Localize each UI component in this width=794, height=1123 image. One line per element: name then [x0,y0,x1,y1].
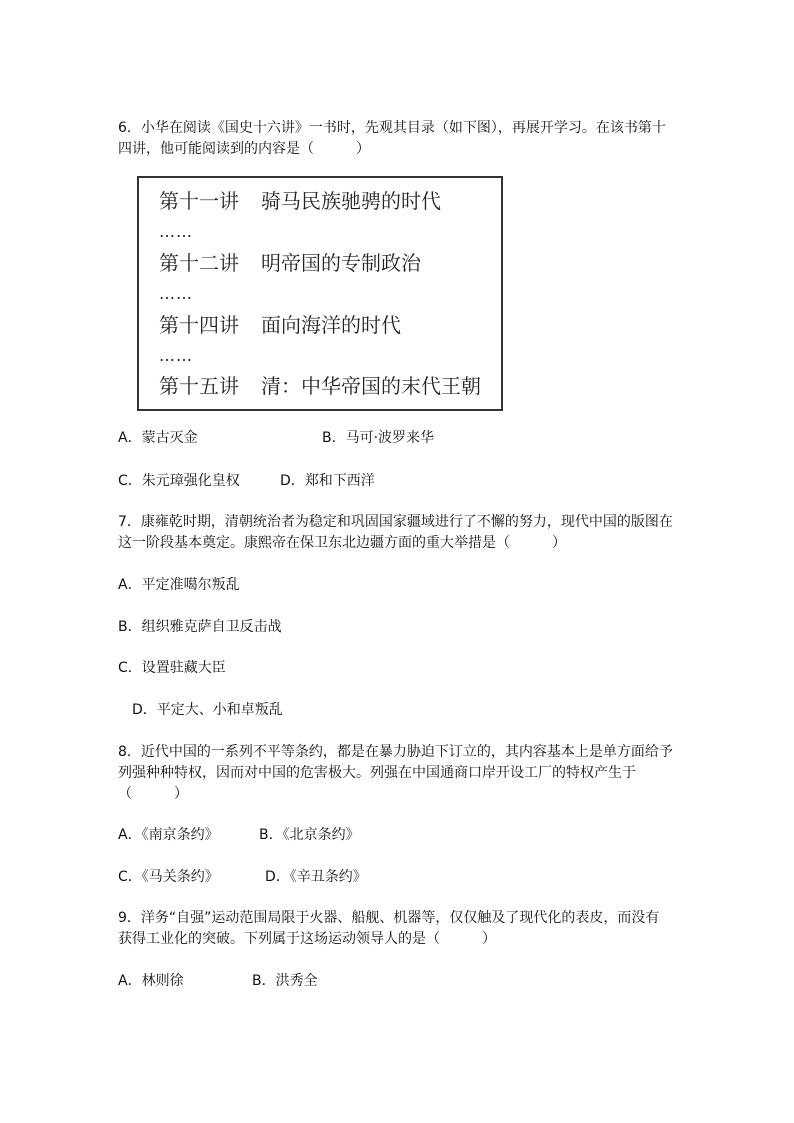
question-7-option-a: A．平定准噶尔叛乱 [118,577,240,593]
question-8-option-d: D．《辛丑条约》 [265,869,367,885]
toc-lecture-title: 明帝国的专制政治 [261,251,421,275]
question-8-option-b: B．《北京条约》 [259,827,360,843]
question-9-option-b: B．洪秀全 [252,973,318,989]
toc-row [159,312,401,338]
question-8-line-1: 8．近代中国的一系列不平等条约，都是在暴力胁迫下订立的，其内容基本上是单方面给予 [118,744,673,760]
question-6-option-c: C．朱元璋强化皇权 [118,473,240,489]
question-9-option-a: A．林则徐 [118,973,184,989]
question-6-line-1: 6．小华在阅读《国史十六讲》一书时，先观其目录（如下图），再展开学习。在该书第十 [118,120,666,136]
question-8-option-c: C．《马关条约》 [118,869,219,885]
toc-ellipsis: …… [159,346,193,365]
toc-ellipsis: …… [159,222,193,241]
question-6-option-a: A．蒙古灭金 [118,430,198,446]
toc-lecture-title: 骑马民族驰骋的时代 [261,189,441,213]
question-8-line-3: （ ） [118,786,188,802]
question-6-line-2: 四讲，他可能阅读到的内容是（ ） [118,141,370,157]
question-8-option-a: A．《南京条约》 [118,827,219,843]
toc-row [159,250,421,276]
question-6-option-b: B．马可·波罗来华 [322,430,435,446]
toc-lecture-title: 清：中华帝国的末代王朝 [261,374,481,398]
question-7-option-b: B．组织雅克萨自卫反击战 [118,619,282,635]
question-9-line-2: 获得工业化的突破。下列属于这场运动领导人的是（ ） [118,931,496,947]
toc-lecture-number: 第十二讲 [159,251,239,275]
question-6-option-d: D．郑和下西洋 [280,473,375,489]
toc-row [159,188,441,214]
toc-ellipsis: …… [159,284,193,303]
question-8-line-2: 列强种种特权，因而对中国的危害极大。列强在中国通商口岸开设工厂的特权产生于 [118,765,636,781]
toc-lecture-number: 第十一讲 [159,189,239,213]
toc-lecture-number: 第十五讲 [159,374,239,398]
toc-lecture-number: 第十四讲 [159,313,239,337]
question-9-line-1: 9．洋务“自强”运动范围局限于火器、船舰、机器等，仅仅触及了现代化的表皮，而没有 [118,910,660,926]
toc-row [159,373,481,399]
table-of-contents-figure [137,176,503,411]
question-7-line-1: 7．康雍乾时期，清朝统治者为稳定和巩固国家疆域进行了不懈的努力，现代中国的版图在 [118,514,673,530]
question-7-option-c: C．设置驻藏大臣 [118,660,226,676]
toc-lecture-title: 面向海洋的时代 [261,313,401,337]
question-7-option-d: D．平定大、小和卓叛乱 [132,702,283,718]
question-7-line-2: 这一阶段基本奠定。康熙帝在保卫东北边疆方面的重大举措是（ ） [118,535,566,551]
